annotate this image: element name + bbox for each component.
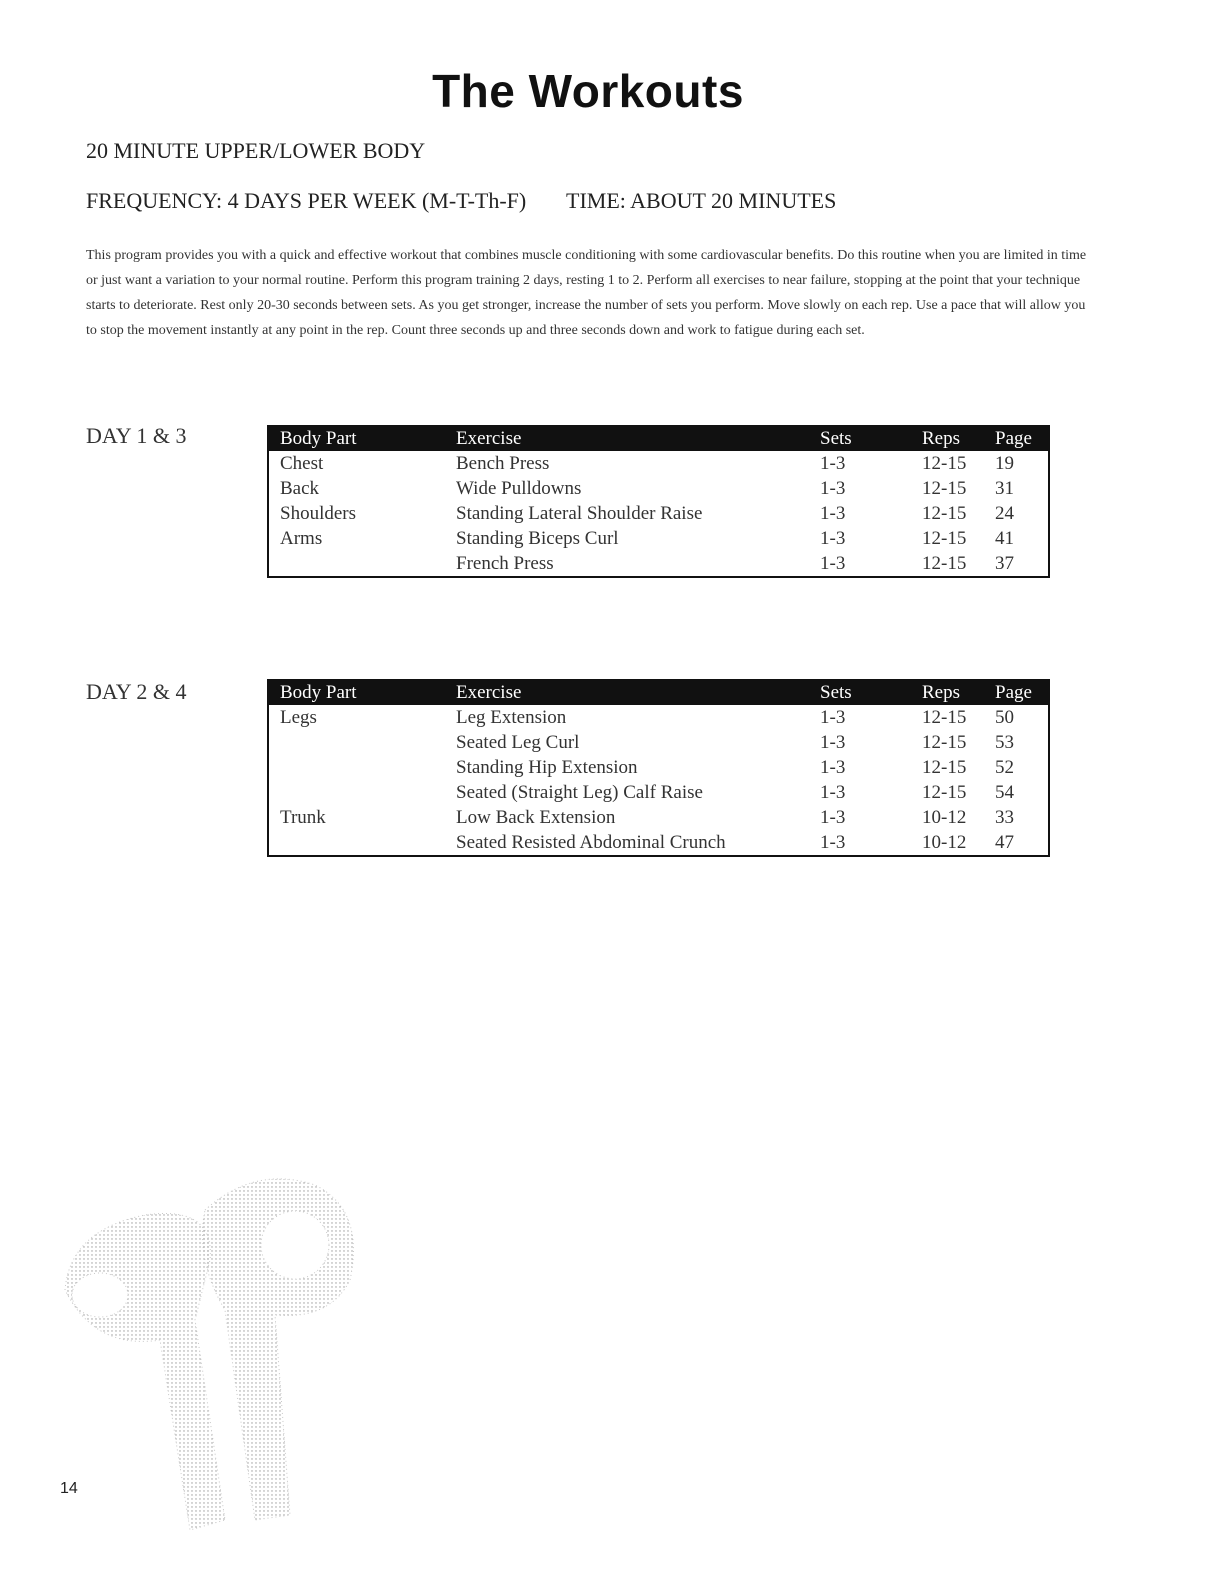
- cell-page: 41: [995, 528, 1014, 549]
- program-description: This program provides you with a quick and effective workout that combines muscle conditioning with some cardiovascular benefits. Do this routine when you are limited in time or just want a variation to your normal routine. Perform this program training 2 days, resting 1 to 2. Perform all exercises to near failure, stopping at the point that your technique starts to deteriorate. Rest only 20-30 seconds between sets. As you get stronger, increase the number of sets you perform. Move slowly on each rep. Use a pace that will allow you to stop the movement instantly at any point in the rep. Count three seconds up and three seconds down and work to fatigue during each set.: [86, 248, 1087, 338]
- col-header-page: Page: [995, 680, 1049, 705]
- cell-reps: 12-15: [922, 503, 967, 524]
- cell-sets: 1-3: [820, 832, 846, 853]
- cell-exercise: Wide Pulldowns: [456, 478, 582, 499]
- cell-body-part: Arms: [280, 528, 323, 549]
- table-row: [268, 755, 1049, 780]
- frequency-text: FREQUENCY: 4 DAYS PER WEEK (M-T-Th-F): [86, 188, 527, 213]
- cell-reps: 12-15: [922, 478, 967, 499]
- table-row: [268, 551, 1049, 577]
- cell-body-part: [268, 830, 456, 856]
- cell-exercise: Seated Resisted Abdominal Crunch: [456, 832, 726, 853]
- cell-body-part: [268, 551, 456, 577]
- cell-reps: 12-15: [922, 453, 967, 474]
- col-header-reps: Reps: [922, 426, 995, 451]
- table-header-row: [268, 426, 1049, 451]
- program-subtitle: 20 MINUTE UPPER/LOWER BODY: [86, 138, 426, 163]
- cell-exercise: Standing Biceps Curl: [456, 528, 619, 549]
- table-row: [268, 476, 1049, 501]
- table-row: [268, 501, 1049, 526]
- col-header-reps: Reps: [922, 680, 995, 705]
- cell-sets: 1-3: [820, 707, 846, 728]
- cell-sets: 1-3: [820, 478, 846, 499]
- cell-exercise: French Press: [456, 553, 554, 574]
- page-number: 14: [60, 1480, 78, 1497]
- cell-page: 37: [995, 553, 1014, 574]
- cell-body-part: [268, 730, 456, 755]
- table-row: [268, 780, 1049, 805]
- cell-exercise: Leg Extension: [456, 707, 567, 728]
- cell-body-part: Shoulders: [280, 503, 356, 524]
- cell-page: 19: [995, 453, 1014, 474]
- day2-label: DAY 2 & 4: [86, 679, 187, 704]
- col-header-page: Page: [995, 426, 1049, 451]
- cell-body-part: Chest: [280, 453, 324, 474]
- page-title: The Workouts: [432, 65, 744, 117]
- cell-reps: 12-15: [922, 553, 967, 574]
- cell-page: 33: [995, 807, 1014, 828]
- cell-page: 47: [995, 832, 1014, 853]
- cell-reps: 12-15: [922, 757, 967, 778]
- cell-reps: 12-15: [922, 732, 967, 753]
- col-header-sets: Sets: [820, 426, 922, 451]
- cell-reps: 12-15: [922, 528, 967, 549]
- cell-exercise: Low Back Extension: [456, 807, 616, 828]
- cell-sets: 1-3: [820, 807, 846, 828]
- cell-body-part: Legs: [280, 707, 317, 728]
- col-header-exercise: Exercise: [456, 426, 820, 451]
- table-row: [268, 830, 1049, 856]
- cell-exercise: Standing Lateral Shoulder Raise: [456, 503, 703, 524]
- table-row: [268, 705, 1049, 730]
- cell-sets: 1-3: [820, 528, 846, 549]
- cell-sets: 1-3: [820, 503, 846, 524]
- cell-body-part: [268, 755, 456, 780]
- cell-exercise: Seated (Straight Leg) Calf Raise: [456, 782, 703, 803]
- col-header-exercise: Exercise: [456, 680, 820, 705]
- cell-page: 53: [995, 732, 1014, 753]
- cell-page: 52: [995, 757, 1014, 778]
- cell-exercise: Bench Press: [456, 453, 550, 474]
- table-row: [268, 730, 1049, 755]
- cell-body-part: Back: [280, 478, 320, 499]
- cell-sets: 1-3: [820, 553, 846, 574]
- col-header-body-part: Body Part: [268, 426, 456, 451]
- cell-reps: 12-15: [922, 707, 967, 728]
- cell-page: 54: [995, 782, 1014, 803]
- cell-page: 50: [995, 707, 1014, 728]
- cell-reps: 10-12: [922, 807, 967, 828]
- time-text: TIME: ABOUT 20 MINUTES: [566, 188, 837, 213]
- cell-body-part: [268, 780, 456, 805]
- col-header-sets: Sets: [820, 680, 922, 705]
- cell-reps: 12-15: [922, 782, 967, 803]
- table-header-row: [268, 680, 1049, 705]
- cell-page: 31: [995, 478, 1014, 499]
- day1-table: [267, 425, 1050, 578]
- cell-exercise: Standing Hip Extension: [456, 757, 638, 778]
- col-header-body-part: Body Part: [268, 680, 456, 705]
- cell-body-part: Trunk: [280, 807, 326, 828]
- cell-sets: 1-3: [820, 732, 846, 753]
- cell-sets: 1-3: [820, 757, 846, 778]
- table-row: [268, 451, 1049, 476]
- cell-sets: 1-3: [820, 782, 846, 803]
- day2-table: [267, 679, 1050, 857]
- table-row: [268, 805, 1049, 830]
- cell-page: 24: [995, 503, 1014, 524]
- dotted-watermark-icon: [55, 1170, 375, 1550]
- cell-exercise: Seated Leg Curl: [456, 732, 580, 753]
- cell-reps: 10-12: [922, 832, 967, 853]
- cell-sets: 1-3: [820, 453, 846, 474]
- day1-label: DAY 1 & 3: [86, 423, 187, 448]
- table-row: [268, 526, 1049, 551]
